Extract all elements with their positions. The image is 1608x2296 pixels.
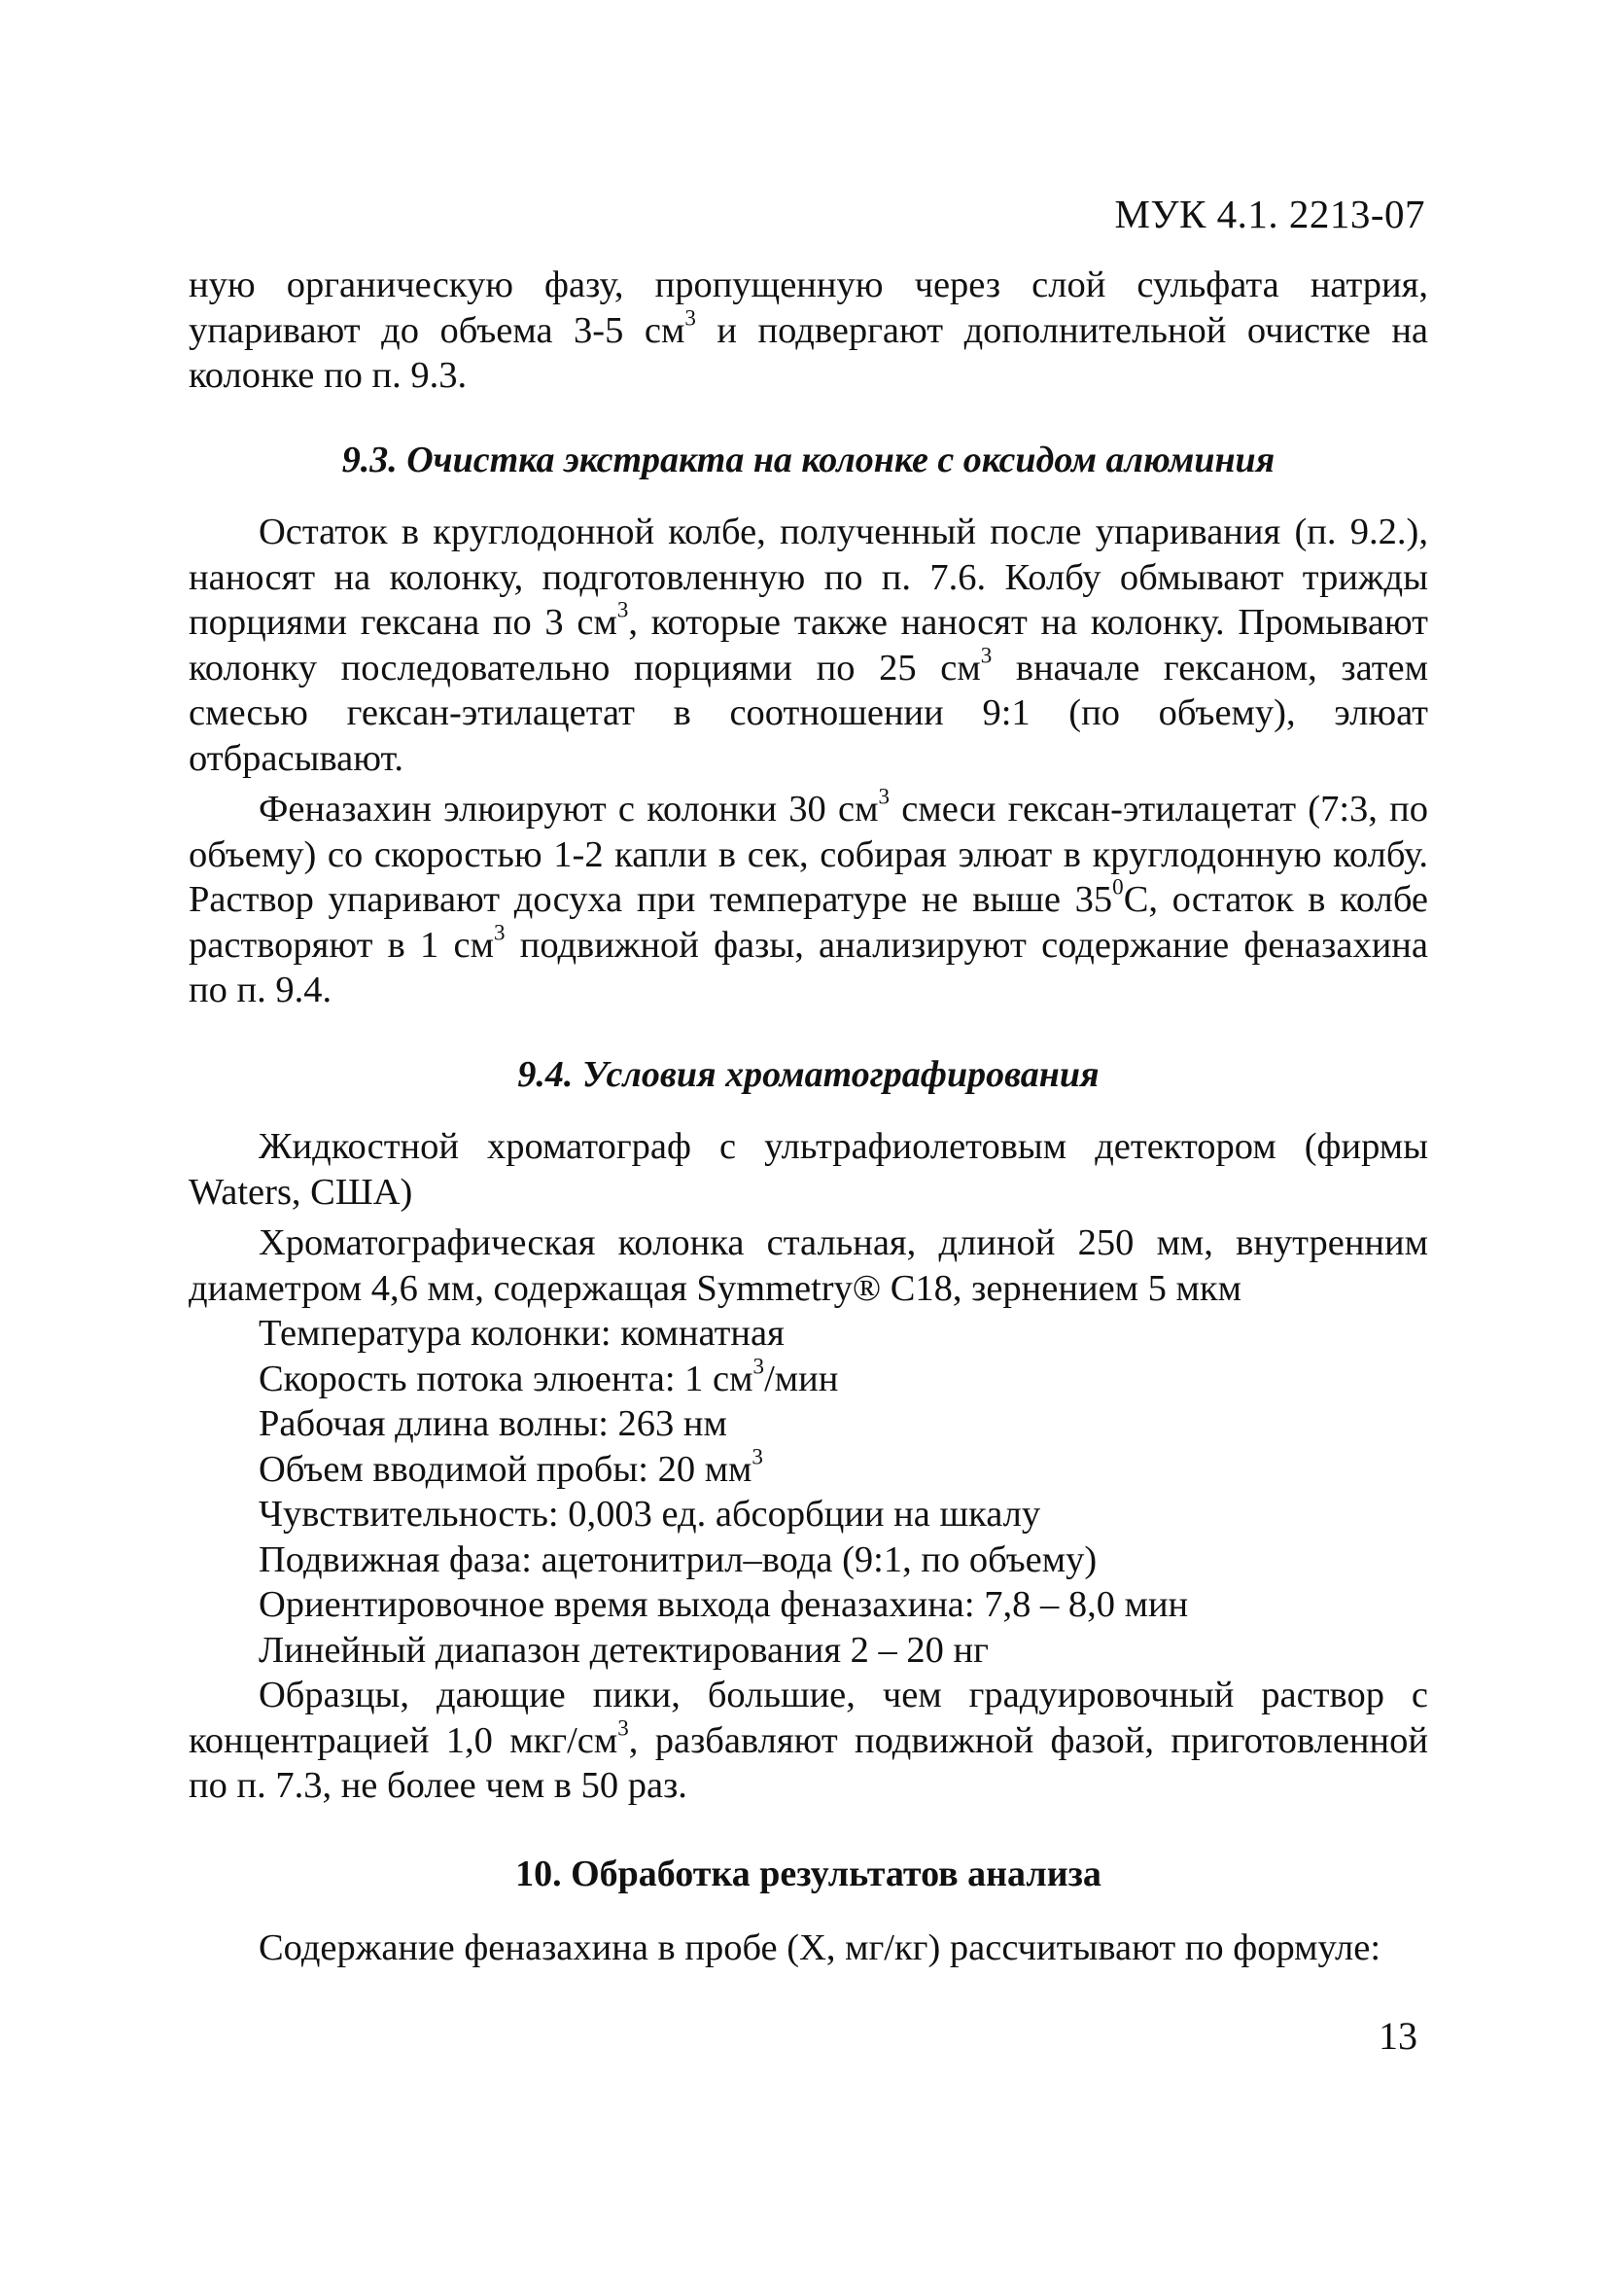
page-number: 13: [1379, 2014, 1417, 2058]
section-10-text: Содержание феназахина в пробе (X, мг/кг) рассчитывают по формуле:: [259, 1927, 1381, 1968]
column-temperature: Температура колонки: комнатная: [259, 1313, 785, 1354]
document-body: [189, 263, 1428, 1971]
section-10-title: 10. Обработка результатов анализа: [515, 1853, 1101, 1894]
column-text: Хроматографическая колонка стальная, длиной 250 мм, внутренним диаметром 4,6 мм, содержащая Symmetry® C18, зернением 5 мкм: [189, 1222, 1428, 1309]
mobile-phase: Подвижная фаза: ацетонитрил–вода (9:1, по объему): [259, 1538, 1098, 1580]
intro-paragraph: ную органическую фазу, пропущенную через слой сульфата натрия, упаривают до объема 3-5 $см^3$ и подвергают дополнительной очистке на колонке по п. 9.3.: [189, 265, 1429, 396]
section-9-3-title: 9.3. Очистка экстракта на колонке с оксидом алюминия: [341, 439, 1276, 480]
section-9-3-paragraph-2: Феназахин элюируют с колонки 30 $см^3$ смеси гексан-этилацетат (7:3, по объему) со скоростью 1-2 капли в сек, собирая элюат в круглодонную колбу. Раствор упаривают досуха при температуре не выше $35^0С$, остаток в колбе растворяют в 1 $см^3$ подвижной фазы, анализируют содержание феназахина по п. 9.4.: [189, 783, 1429, 1010]
wavelength: Рабочая длина волны: 263 нм: [259, 1403, 727, 1444]
section-9-4-title: 9.4. Условия хроматографирования: [517, 1053, 1100, 1095]
flow-rate: Скорость потока элюента: 1 $см^3$/мин: [259, 1353, 839, 1399]
retention-time: Ориентировочное время выхода феназахина: 7,8 – 8,0 мин: [259, 1584, 1189, 1625]
instrument-text: Жидкостной хроматограф с ультрафиолетовым детектором (фирмы Waters, США): [189, 1126, 1428, 1213]
dilution-note: Образцы, дающие пики, большие, чем градуировочный раствор с концентрацией 1,0 мкг/$см^3$, разбавляют подвижной фазой, приготовленной по п. 7.3, не более чем в 50 раз.: [189, 1675, 1428, 1806]
document-code: МУК 4.1. 2213-07: [1114, 192, 1425, 236]
injection-volume: Объем вводимой пробы: 20 $мм^3$: [259, 1443, 763, 1490]
section-9-3-paragraph-1: Остаток в круглодонной колбе, полученный после упаривания (п. 9.2.), наносят на колонку, подготовленную по п. 7.6. Колбу обмывают трижды порциями гексана по 3 $см^3$, которые также наносят на колонку. Промывают колонку последовательно порциями по 25 $см^3$ вначале гексаном, затем смесью гексан-этилацетат в соотношении 9:1 (по объему), элюат отбрасывают.: [189, 512, 1429, 779]
linear-range: Линейный диапазон детектирования 2 – 20 нг: [259, 1629, 989, 1671]
sensitivity: Чувствительность: 0,003 ед. абсорбции на шкалу: [259, 1494, 1041, 1535]
